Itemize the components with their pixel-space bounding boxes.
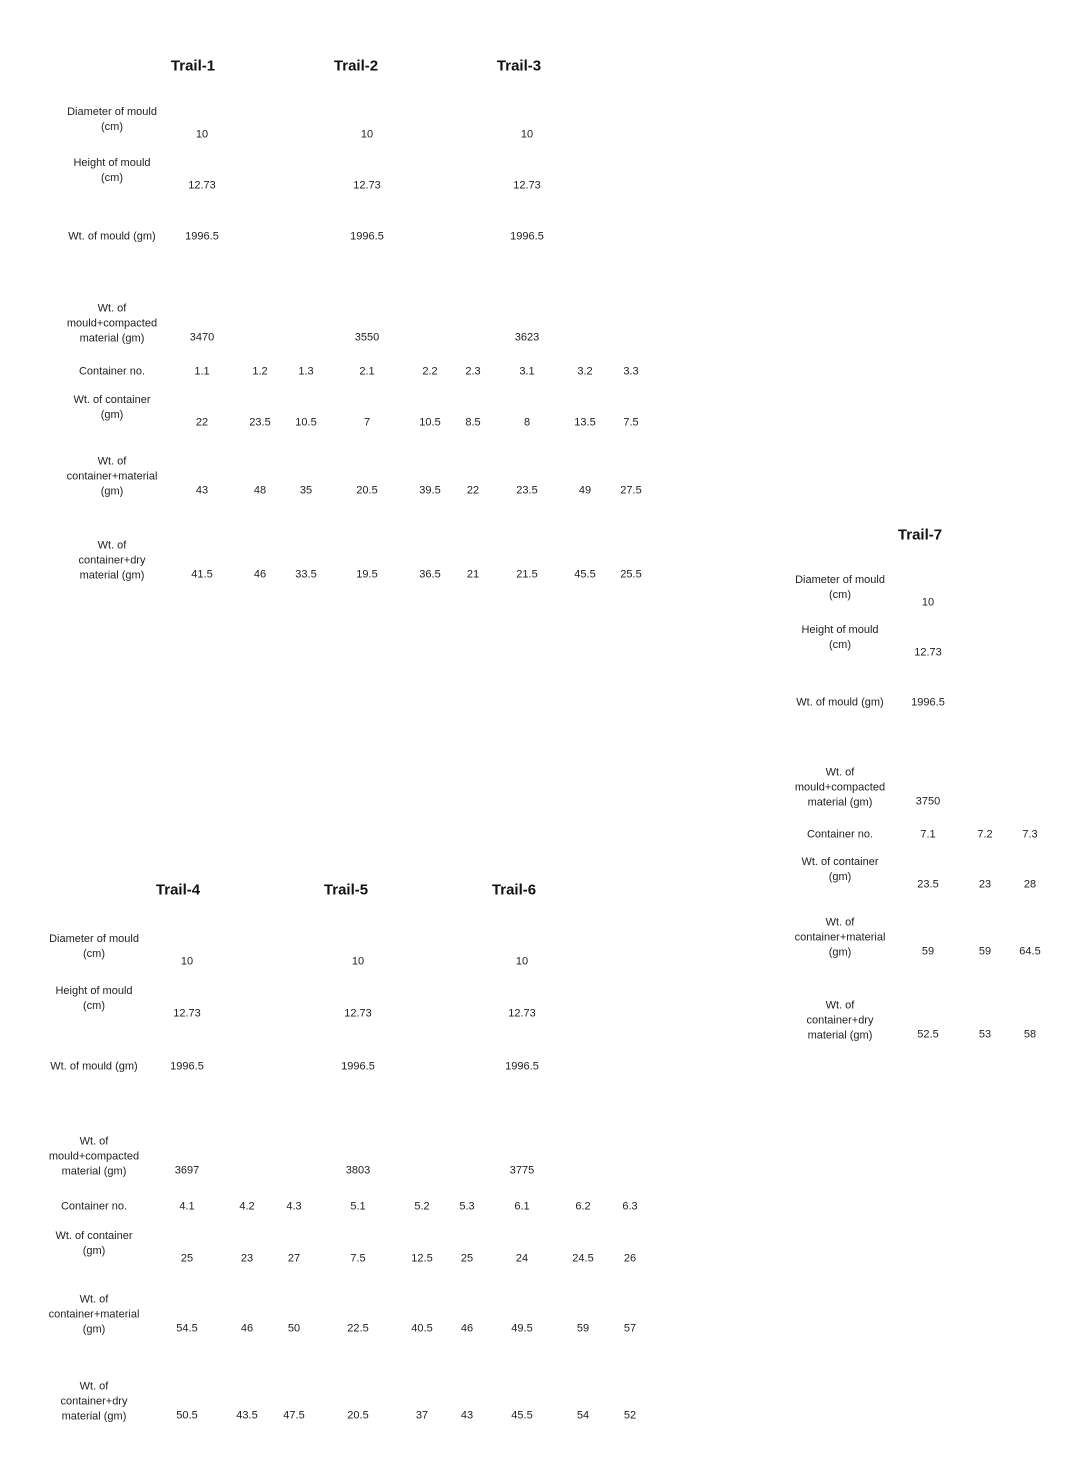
height-value: 12.73	[513, 179, 541, 192]
diameter-label: Diameter of mould (cm)	[49, 933, 139, 960]
wt-container-value: 7	[363, 416, 371, 429]
trial-title: Trail-5	[323, 881, 369, 899]
height-label: Height of mould (cm)	[55, 985, 133, 1012]
wt-container-material-value: 23.5	[516, 484, 538, 497]
trial-title: Trail-4	[155, 881, 201, 899]
wt-compacted-value: 3470	[189, 331, 215, 344]
wt-container-label: Wt. of container (gm)	[801, 856, 879, 883]
container-no-value: 6.1	[514, 1200, 530, 1213]
wt-container-material-value: 49.5	[511, 1322, 533, 1335]
wt-container-dry-value: 52.5	[917, 1028, 939, 1041]
wt-compacted-value: 3803	[345, 1164, 371, 1177]
wt-container-dry-value: 25.5	[620, 568, 642, 581]
wt-mould-value: 1996.5	[185, 230, 219, 243]
diameter-value: 10	[180, 955, 194, 968]
container-no-value: 3.3	[623, 365, 639, 378]
wt-container-material-value: 22.5	[347, 1322, 369, 1335]
diameter-value: 10	[515, 955, 529, 968]
wt-container-dry-value: 19.5	[356, 568, 378, 581]
wt-compacted-value: 3775	[509, 1164, 535, 1177]
height-value: 12.73	[353, 179, 381, 192]
wt-container-material-value: 35	[299, 484, 313, 497]
wt-container-dry-value: 43	[460, 1409, 474, 1422]
wt-compacted-value: 3623	[514, 331, 540, 344]
container-no-value: 5.3	[459, 1200, 475, 1213]
wt-container-value: 23.5	[249, 416, 271, 429]
wt-mould-label: Wt. of mould (gm)	[50, 1060, 138, 1073]
wt-container-dry-value: 21.5	[516, 568, 538, 581]
wt-container-label: Wt. of container (gm)	[73, 394, 151, 421]
container-no-value: 1.1	[194, 365, 210, 378]
wt-container-material-value: 54.5	[176, 1322, 198, 1335]
wt-container-dry-value: 37	[415, 1409, 429, 1422]
container-no-value: 1.2	[252, 365, 268, 378]
wt-container-material-value: 20.5	[356, 484, 378, 497]
wt-container-material-value: 57	[623, 1322, 637, 1335]
wt-container-material-value: 40.5	[411, 1322, 433, 1335]
height-label: Height of mould (cm)	[801, 624, 879, 651]
wt-container-material-value: 49	[578, 484, 592, 497]
wt-mould-label: Wt. of mould (gm)	[796, 696, 884, 709]
wt-container-material-value: 46	[240, 1322, 254, 1335]
wt-container-value: 24	[515, 1252, 529, 1265]
container-no-value: 5.2	[414, 1200, 430, 1213]
wt-container-material-label: Wt. of container+material (gm)	[48, 1293, 140, 1336]
wt-container-dry-label: Wt. of container+dry material (gm)	[806, 999, 874, 1042]
wt-compacted-label: Wt. of mould+compacted material (gm)	[66, 302, 158, 345]
container-no-value: 1.3	[298, 365, 314, 378]
wt-container-material-value: 43	[195, 484, 209, 497]
container-no-value: 6.3	[622, 1200, 638, 1213]
trial-title: Trail-3	[496, 57, 542, 75]
diameter-label: Diameter of mould (cm)	[67, 106, 157, 133]
wt-container-value: 27	[287, 1252, 301, 1265]
container-no-value: 3.2	[577, 365, 593, 378]
wt-container-dry-value: 54	[576, 1409, 590, 1422]
wt-compacted-label: Wt. of mould+compacted material (gm)	[794, 766, 886, 809]
container-no-value: 4.2	[239, 1200, 255, 1213]
wt-container-value: 24.5	[572, 1252, 594, 1265]
wt-container-value: 10.5	[295, 416, 317, 429]
wt-compacted-value: 3550	[354, 331, 380, 344]
container-no-value: 7.2	[977, 828, 993, 841]
diameter-value: 10	[195, 128, 209, 141]
diameter-label: Diameter of mould (cm)	[795, 574, 885, 601]
container-no-value: 4.1	[179, 1200, 195, 1213]
wt-container-dry-value: 43.5	[236, 1409, 258, 1422]
container-no-value: 7.3	[1022, 828, 1038, 841]
wt-container-value: 22	[195, 416, 209, 429]
wt-container-dry-value: 50.5	[176, 1409, 198, 1422]
wt-container-dry-value: 58	[1023, 1028, 1037, 1041]
container-no-label: Container no.	[78, 365, 146, 378]
container-no-label: Container no.	[806, 828, 874, 841]
container-no-value: 2.2	[422, 365, 438, 378]
wt-container-material-value: 46	[460, 1322, 474, 1335]
wt-container-dry-value: 53	[978, 1028, 992, 1041]
wt-container-material-value: 59	[921, 945, 935, 958]
wt-compacted-value: 3750	[915, 795, 941, 808]
wt-container-value: 8	[523, 416, 531, 429]
wt-mould-label: Wt. of mould (gm)	[68, 230, 156, 243]
container-no-label: Container no.	[60, 1200, 128, 1213]
wt-container-material-value: 22	[466, 484, 480, 497]
diameter-value: 10	[921, 596, 935, 609]
wt-container-dry-value: 36.5	[419, 568, 441, 581]
trial-title: Trail-6	[491, 881, 537, 899]
wt-container-material-value: 39.5	[419, 484, 441, 497]
wt-container-value: 7.5	[350, 1252, 366, 1265]
container-no-value: 4.3	[286, 1200, 302, 1213]
trial-title: Trail-1	[170, 57, 216, 75]
container-no-value: 2.1	[359, 365, 375, 378]
wt-container-dry-value: 45.5	[574, 568, 596, 581]
trial-title: Trail-2	[333, 57, 379, 75]
wt-container-dry-value: 45.5	[511, 1409, 533, 1422]
height-value: 12.73	[914, 646, 942, 659]
wt-container-dry-label: Wt. of container+dry material (gm)	[78, 539, 146, 582]
wt-mould-value: 1996.5	[341, 1060, 375, 1073]
wt-container-value: 26	[623, 1252, 637, 1265]
diameter-value: 10	[351, 955, 365, 968]
wt-container-material-value: 59	[576, 1322, 590, 1335]
wt-container-dry-value: 46	[253, 568, 267, 581]
wt-container-value: 23	[240, 1252, 254, 1265]
container-no-value: 7.1	[920, 828, 936, 841]
wt-container-material-value: 59	[978, 945, 992, 958]
height-label: Height of mould (cm)	[73, 157, 151, 184]
container-no-value: 6.2	[575, 1200, 591, 1213]
wt-mould-value: 1996.5	[911, 696, 945, 709]
wt-mould-value: 1996.5	[350, 230, 384, 243]
wt-container-value: 23.5	[917, 878, 939, 891]
wt-mould-value: 1996.5	[505, 1060, 539, 1073]
height-value: 12.73	[188, 179, 216, 192]
wt-container-value: 8.5	[465, 416, 481, 429]
wt-container-label: Wt. of container (gm)	[55, 1230, 133, 1257]
wt-container-dry-value: 20.5	[347, 1409, 369, 1422]
wt-container-value: 13.5	[574, 416, 596, 429]
wt-container-material-value: 64.5	[1019, 945, 1041, 958]
wt-container-dry-value: 52	[623, 1409, 637, 1422]
container-no-value: 5.1	[350, 1200, 366, 1213]
container-no-value: 3.1	[519, 365, 535, 378]
wt-container-value: 28	[1023, 878, 1037, 891]
wt-container-material-label: Wt. of container+material (gm)	[66, 455, 158, 498]
diameter-value: 10	[520, 128, 534, 141]
wt-container-value: 23	[978, 878, 992, 891]
wt-container-material-value: 27.5	[620, 484, 642, 497]
wt-container-value: 10.5	[419, 416, 441, 429]
wt-container-dry-value: 33.5	[295, 568, 317, 581]
wt-container-dry-value: 47.5	[283, 1409, 305, 1422]
wt-compacted-value: 3697	[174, 1164, 200, 1177]
wt-mould-value: 1996.5	[510, 230, 544, 243]
wt-container-material-value: 48	[253, 484, 267, 497]
height-value: 12.73	[344, 1007, 372, 1020]
container-no-value: 2.3	[465, 365, 481, 378]
wt-container-material-label: Wt. of container+material (gm)	[794, 916, 886, 959]
wt-container-material-value: 50	[287, 1322, 301, 1335]
wt-container-value: 12.5	[411, 1252, 433, 1265]
trial-title: Trail-7	[897, 526, 943, 544]
wt-compacted-label: Wt. of mould+compacted material (gm)	[48, 1135, 140, 1178]
wt-container-dry-value: 41.5	[191, 568, 213, 581]
wt-container-dry-label: Wt. of container+dry material (gm)	[60, 1380, 128, 1423]
height-value: 12.73	[173, 1007, 201, 1020]
wt-container-dry-value: 21	[466, 568, 480, 581]
wt-container-value: 7.5	[623, 416, 639, 429]
diameter-value: 10	[360, 128, 374, 141]
wt-container-value: 25	[180, 1252, 194, 1265]
height-value: 12.73	[508, 1007, 536, 1020]
wt-container-value: 25	[460, 1252, 474, 1265]
wt-mould-value: 1996.5	[170, 1060, 204, 1073]
